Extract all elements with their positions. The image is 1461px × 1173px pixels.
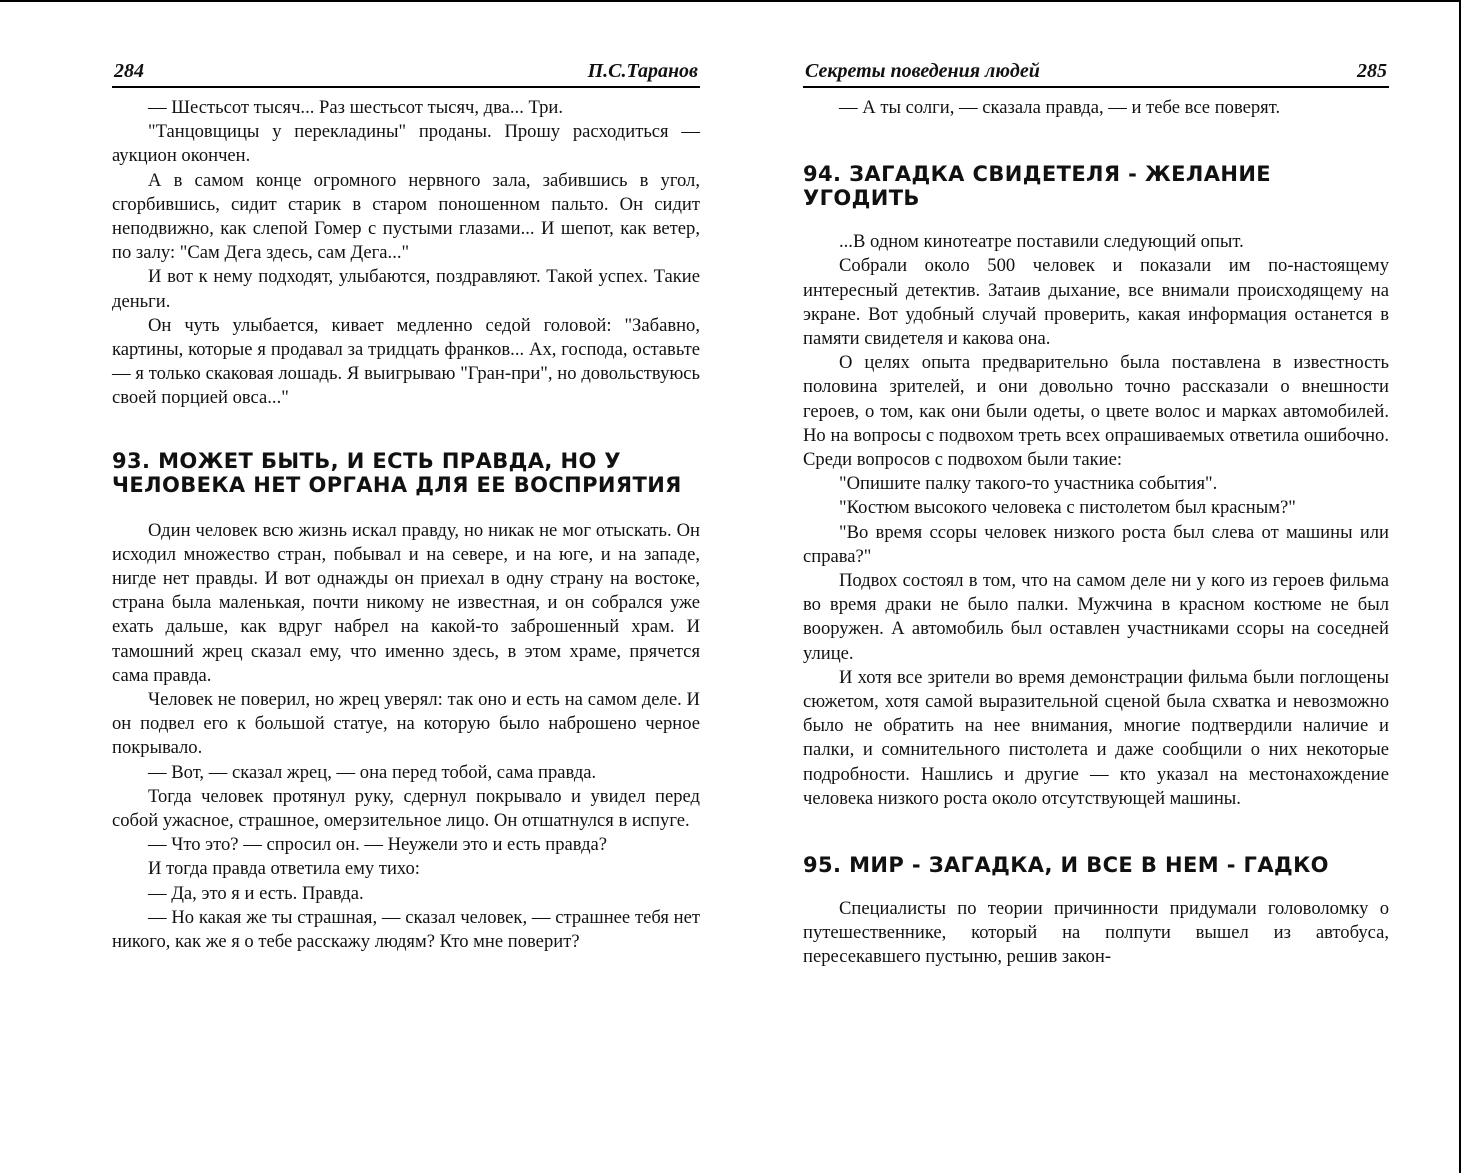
paragraph: "Опишите палку такого-то участника события".	[839, 473, 1218, 495]
paragraph: Тогда человек протянул руку, сдернул покрывало и увидел перед собой ужасное, страшное, омерзительное лицо. Он отшатнулся в испуге.	[112, 785, 700, 832]
paragraph: А в самом конце огромного нервного зала, забившись в угол, сгорбившись, сидит старик в старом поношенном пальто. Он сидит неподвижно, как слепой Гомер с пустыми глазами... И шепот, как ветер, по залу: "Сам Дега здесь, сам Дега..."	[112, 169, 700, 264]
left-page-body	[112, 96, 700, 954]
paragraph: О целях опыта предварительно была поставлена в известность половина зрителей, и они довольно точно рассказали о внешности героев, о том, как они были одеты, о цвете волос и марках автомобилей. Но на вопросы с подвохом треть всех опрашиваемых ответила ошибочно. Среди вопросов с подвохом были такие:	[803, 352, 1389, 471]
left-page-number: 284	[114, 60, 144, 82]
paragraph: Специалисты по теории причинности придумали головоломку о путешественнике, который на полпути вышел из автобуса, пересекавшего пустыню, решив закон-	[803, 898, 1389, 968]
paragraph: И вот к нему подходят, улыбаются, поздравляют. Такой успех. Такие деньги.	[112, 266, 700, 312]
paragraph: — Что это? — спросил он. — Неужели это и есть правда?	[148, 834, 608, 856]
section-95-heading: 95. МИР - ЗАГАДКА, И ВСЕ В НЕМ - ГАДКО	[803, 853, 1329, 878]
paragraph: "Во время ссоры человек низкого роста был слева от машины или справа?"	[803, 521, 1389, 567]
section-94-heading: 94. ЗАГАДКА СВИДЕТЕЛЯ - ЖЕЛАНИЕ УГОДИТЬ	[803, 162, 1272, 211]
paragraph: — А ты солги, — сказала правда, — и тебе все поверят.	[839, 97, 1281, 118]
paragraph: Человек не поверил, но жрец уверял: так оно и есть на самом деле. И он подвел его к большой статуе, на которую было наброшено черное покрывало.	[112, 689, 700, 759]
left-running-head-author: П.С.Таранов	[587, 60, 698, 82]
paragraph: "Костюм высокого человека с пистолетом был красным?"	[839, 497, 1296, 519]
scan-border-top	[0, 0, 1461, 2]
right-page-body	[803, 96, 1389, 970]
paragraph: — Но какая же ты страшная, — сказал человек, — страшнее тебя нет никого, как же я о тебе расскажу людям? Кто мне поверит?	[112, 906, 700, 953]
right-page-number: 285	[1357, 60, 1387, 82]
section-93-heading: 93. МОЖЕТ БЫТЬ, И ЕСТЬ ПРАВДА, НО У ЧЕЛОВЕКА НЕТ ОРГАНА ДЛЯ ЕЕ ВОСПРИЯТИЯ	[112, 448, 682, 497]
paragraph: Собрали около 500 человек и показали им по-настоящему интересный детектив. Затаив дыхание, все внимали происходящему на экране. Вот удобный случай проверить, какая информация останется в памяти свидетеля и какова она.	[803, 255, 1389, 350]
paragraph: — Вот, — сказал жрец, — она перед тобой, сама правда.	[148, 761, 597, 783]
paragraph: ...В одном кинотеатре поставили следующий опыт.	[839, 231, 1244, 253]
paragraph: Один человек всю жизнь искал правду, но никак не мог отыскать. Он исходил множество стран, побывал и на севере, и на юге, и на западе, нигде нет правды. И вот однажды он приехал в одну страну на востоке, страна была маленькая, почти никому не известная, и он собрался уже ехать дальше, как вдруг набрел на какой-то заброшенный храм. И тамошний жрец сказал ему, что именно здесь, в этом храме, прячется сама правда.	[112, 519, 700, 686]
paragraph: Он чуть улыбается, кивает медленно седой головой: "Забавно, картины, которые я продавал за тридцать франков... Ах, господа, оставьте — я только скаковая лошадь. Я выигрываю "Гран-при", но довольствуюсь своей порцией овса..."	[112, 314, 700, 409]
right-running-header	[803, 58, 1389, 88]
paragraph: Подвох состоял в том, что на самом деле ни у кого из героев фильма во время драки не было палки. Мужчина в красном костюме не был вооружен. А автомобиль был оставлен участниками ссоры на соседней улице.	[803, 570, 1389, 664]
paragraph: И тогда правда ответила ему тихо:	[148, 858, 420, 880]
paragraph: — Шестьсот тысяч... Раз шестьсот тысяч, два... Три.	[148, 97, 564, 118]
right-running-head-title: Секреты поведения людей	[805, 60, 1040, 82]
paragraph: "Танцовщицы у перекладины" проданы. Прошу расходиться — аукцион окончен.	[112, 121, 700, 167]
paragraph: И хотя все зрители во время демонстрации фильма были поглощены сюжетом, хотя самой выразительной сценой была схватка и невозможно было не обратить на нее внимания, многие подтвердили наличие и палки, и сомнительного пистолета и даже сообщили о них некоторые подробности. Нашлись и другие — кто указал на местонахождение человека низкого роста около отсутствующей машины.	[803, 666, 1389, 809]
paragraph: — Да, это я и есть. Правда.	[148, 882, 364, 904]
left-running-header	[112, 58, 700, 88]
